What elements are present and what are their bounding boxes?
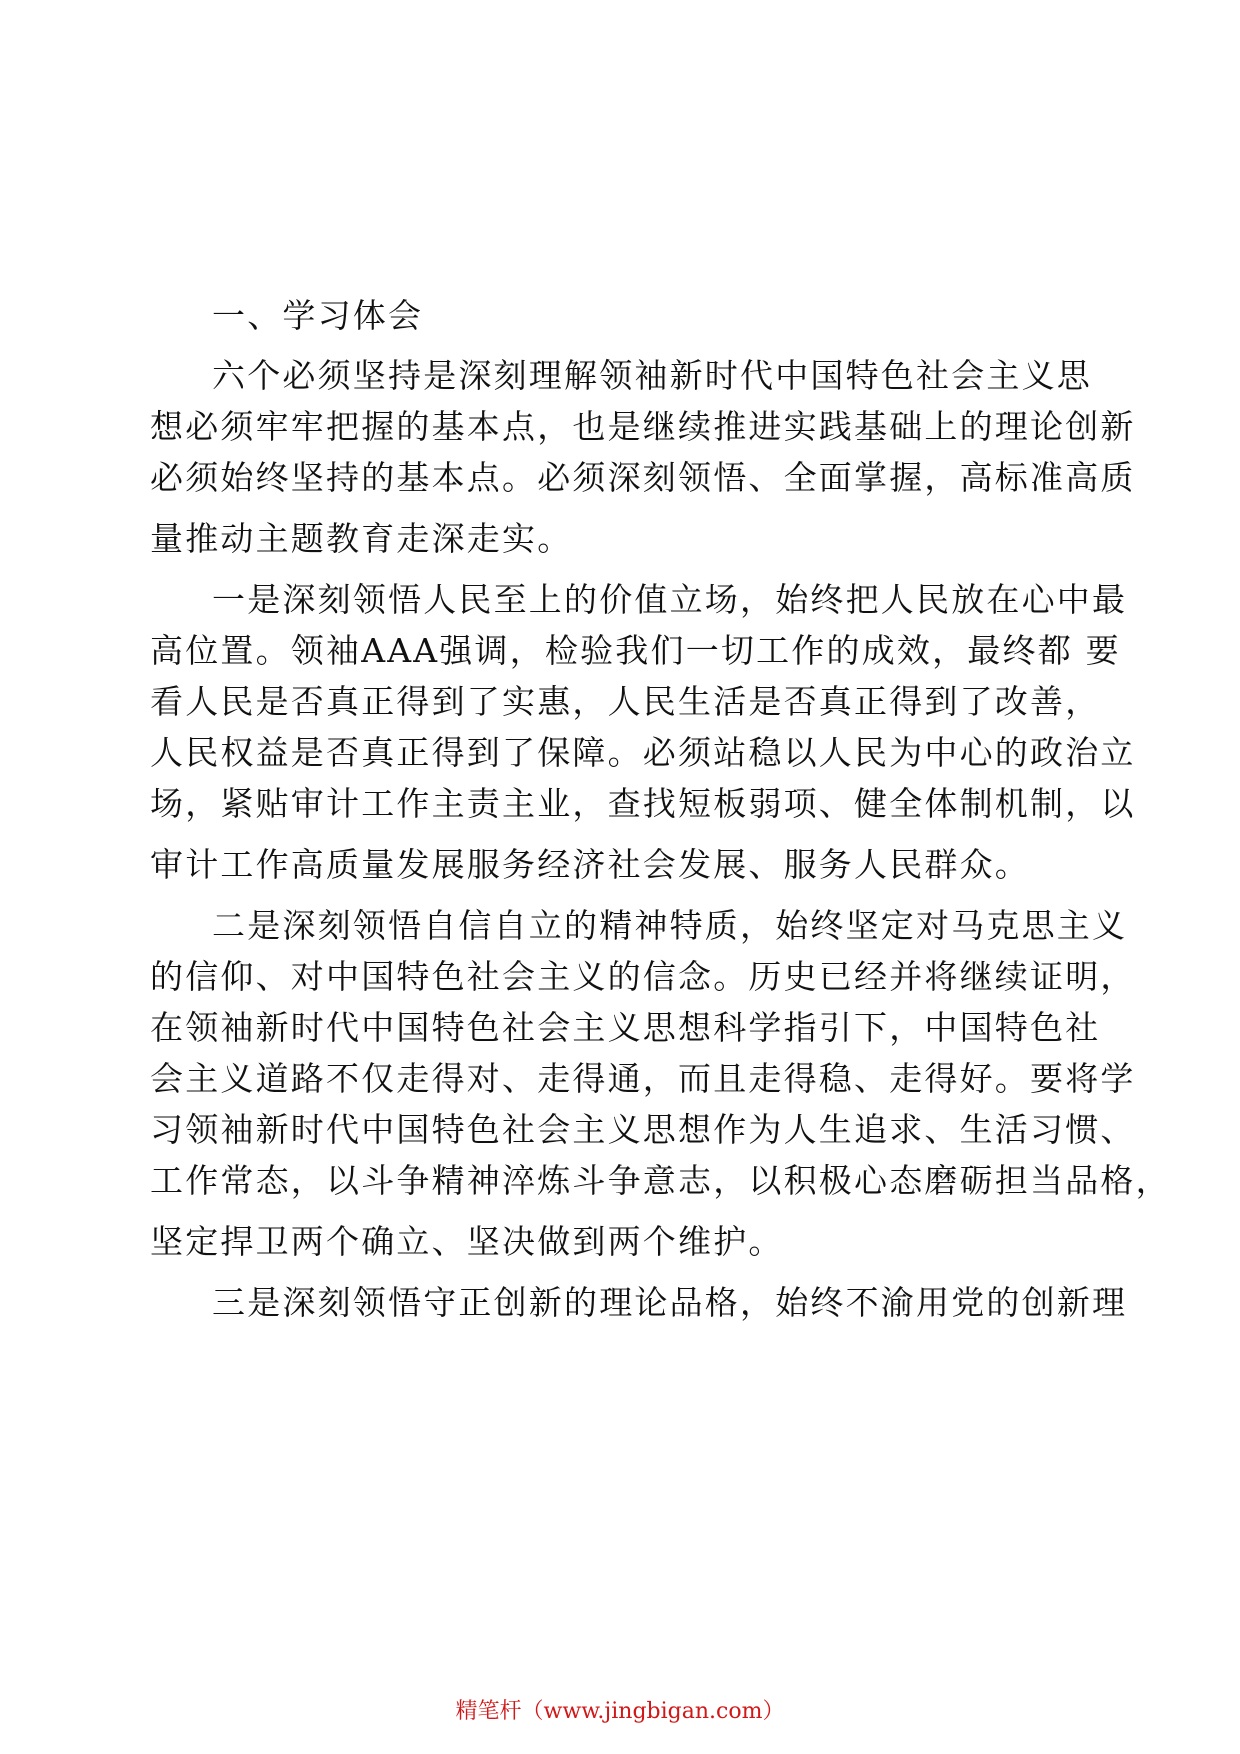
- paragraph-3-line-1: 二是深刻领悟自信自立的精神特质，始终坚定对马克思主义: [212, 906, 1128, 945]
- paragraph-2-line-3: 看人民是否真正得到了实惠，人民生活是否真正得到了改善，: [150, 682, 1101, 721]
- paragraph-2-line-2: 高位置。领袖AAA强调，检验我们一切工作的成效，最终都 要: [150, 631, 1121, 670]
- paragraph-3-line-7: 坚定捍卫两个确立、坚决做到两个维护。: [150, 1222, 784, 1261]
- paragraph-2-line-4: 人民权益是否真正得到了保障。必须站稳以人民为中心的政治立: [150, 733, 1136, 772]
- footer-source-link[interactable]: 精笔杆（www.jingbigan.com）: [455, 1699, 785, 1724]
- paragraph-1-line-4: 量推动主题教育走深走实。: [150, 519, 573, 558]
- paragraph-3-line-5: 习领袖新时代中国特色社会主义思想作为人生追求、生活习惯、: [150, 1110, 1136, 1149]
- paragraph-3-line-2: 的信仰、对中国特色社会主义的信念。历史已经并将继续证明，: [150, 957, 1136, 996]
- paragraph-2-line-1: 一是深刻领悟人民至上的价值立场，始终把人民放在心中最: [212, 580, 1128, 619]
- paragraph-3-line-4: 会主义道路不仅走得对、走得通，而且走得稳、走得好。要将学: [150, 1059, 1136, 1098]
- paragraph-1-line-1: 六个必须坚持是深刻理解领袖新时代中国特色社会主义思: [212, 356, 1092, 395]
- paragraph-3-line-3: 在领袖新时代中国特色社会主义思想科学指引下，中国特色社: [150, 1008, 1101, 1047]
- paragraph-4-line-1: 三是深刻领悟守正创新的理论品格，始终不渝用党的创新理: [212, 1283, 1128, 1322]
- paragraph-1-line-2: 想必须牢牢把握的基本点，也是继续推进实践基础上的理论创新: [150, 407, 1136, 446]
- paragraph-2-line-6: 审计工作高质量发展服务经济社会发展、服务人民群众。: [150, 845, 1030, 884]
- paragraph-2-line-5: 场，紧贴审计工作主责主业，查找短板弱项、健全体制机制，以: [150, 784, 1136, 823]
- section-heading: 一、学习体会: [212, 296, 424, 335]
- paragraph-3-line-6: 工作常态，以斗争精神淬炼斗争意志，以积极心态磨砺担当品格，: [150, 1161, 1171, 1200]
- paragraph-1-line-3: 必须始终坚持的基本点。必须深刻领悟、全面掌握，高标准高质: [150, 458, 1136, 497]
